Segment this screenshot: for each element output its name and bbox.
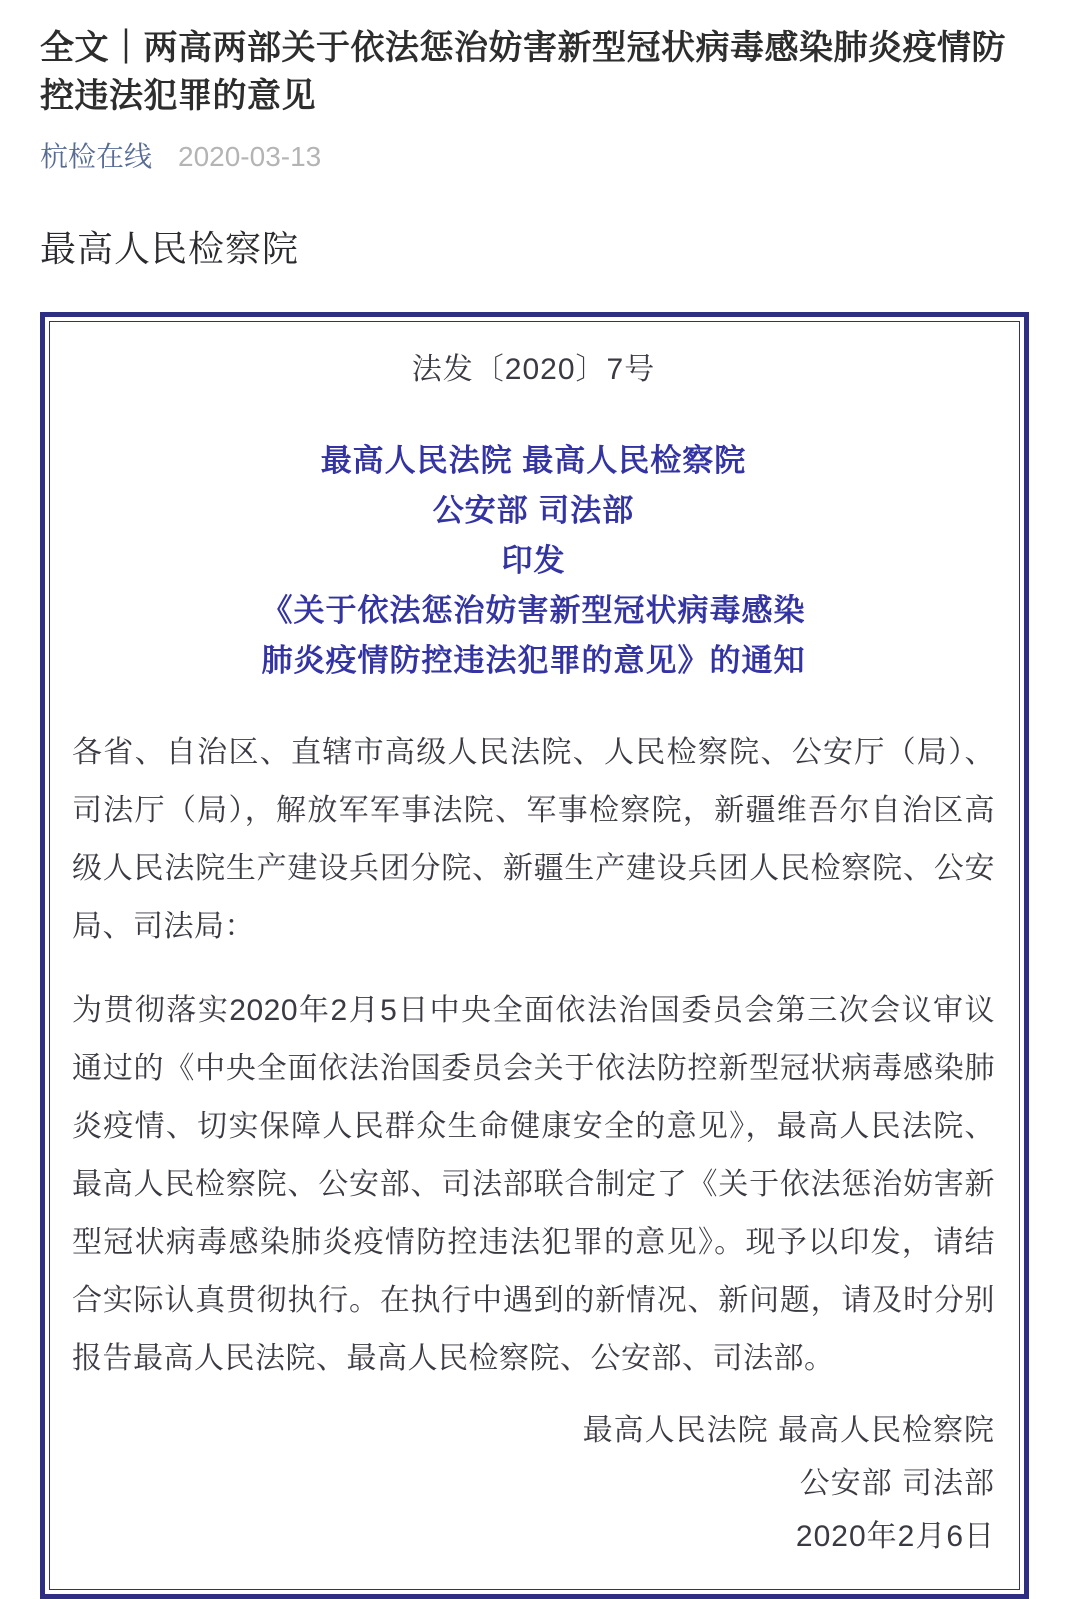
notice-header [72, 436, 995, 686]
page-title: 全文｜两高两部关于依法惩治妨害新型冠状病毒感染肺炎疫情防控违法犯罪的意见 [40, 29, 1006, 115]
notice-header-line: 印发 [501, 543, 566, 578]
publish-date: 2020-03-13 [178, 141, 322, 172]
section-heading: 最高人民检察院 [40, 228, 300, 269]
document-number: 法发〔2020〕7号 [411, 353, 656, 386]
addressees-paragraph: 各省、自治区、直辖市高级人民法院、人民检察院、公安厅（局）、司法厅（局），解放军军事法院、军事检察院，新疆维吾尔自治区高级人民法院生产建设兵团分院、新疆生产建设兵团人民检察院、公安局、司法局： [72, 736, 995, 943]
notice-header-line: 肺炎疫情防控违法犯罪的意见》的通知 [261, 643, 806, 678]
notice-body-paragraph: 为贯彻落实2020年2月5日中央全面依法治国委员会第三次会议审议通过的《中央全面依法治国委员会关于依法防控新型冠状病毒感染肺炎疫情、切实保障人民群众生命健康安全的意见》，最高人民法院、最高人民检察院、公安部、司法部联合制定了《关于依法惩治妨害新型冠状病毒感染肺炎疫情防控违法犯罪的意见》。现予以印发，请结合实际认真贯彻执行。在执行中遇到的新情况、新问题，请及时分别报告最高人民法院、最高人民检察院、公安部、司法部。 [72, 994, 995, 1375]
notice-header-line: 公安部 司法部 [432, 493, 635, 528]
article-meta [40, 140, 1040, 174]
notice-header-line: 《关于依法惩治妨害新型冠状病毒感染 [261, 593, 806, 628]
notice-frame-inner [49, 321, 1020, 1590]
signature-block [72, 1404, 995, 1563]
signature-line: 最高人民法院 最高人民检察院 [582, 1414, 995, 1447]
signature-line: 公安部 司法部 [799, 1467, 995, 1500]
source-account-link[interactable]: 杭检在线 [40, 141, 153, 172]
notice-frame [40, 312, 1029, 1599]
signature-date: 2020年2月6日 [795, 1520, 995, 1553]
notice-header-line: 最高人民法院 最高人民检察院 [320, 443, 747, 478]
